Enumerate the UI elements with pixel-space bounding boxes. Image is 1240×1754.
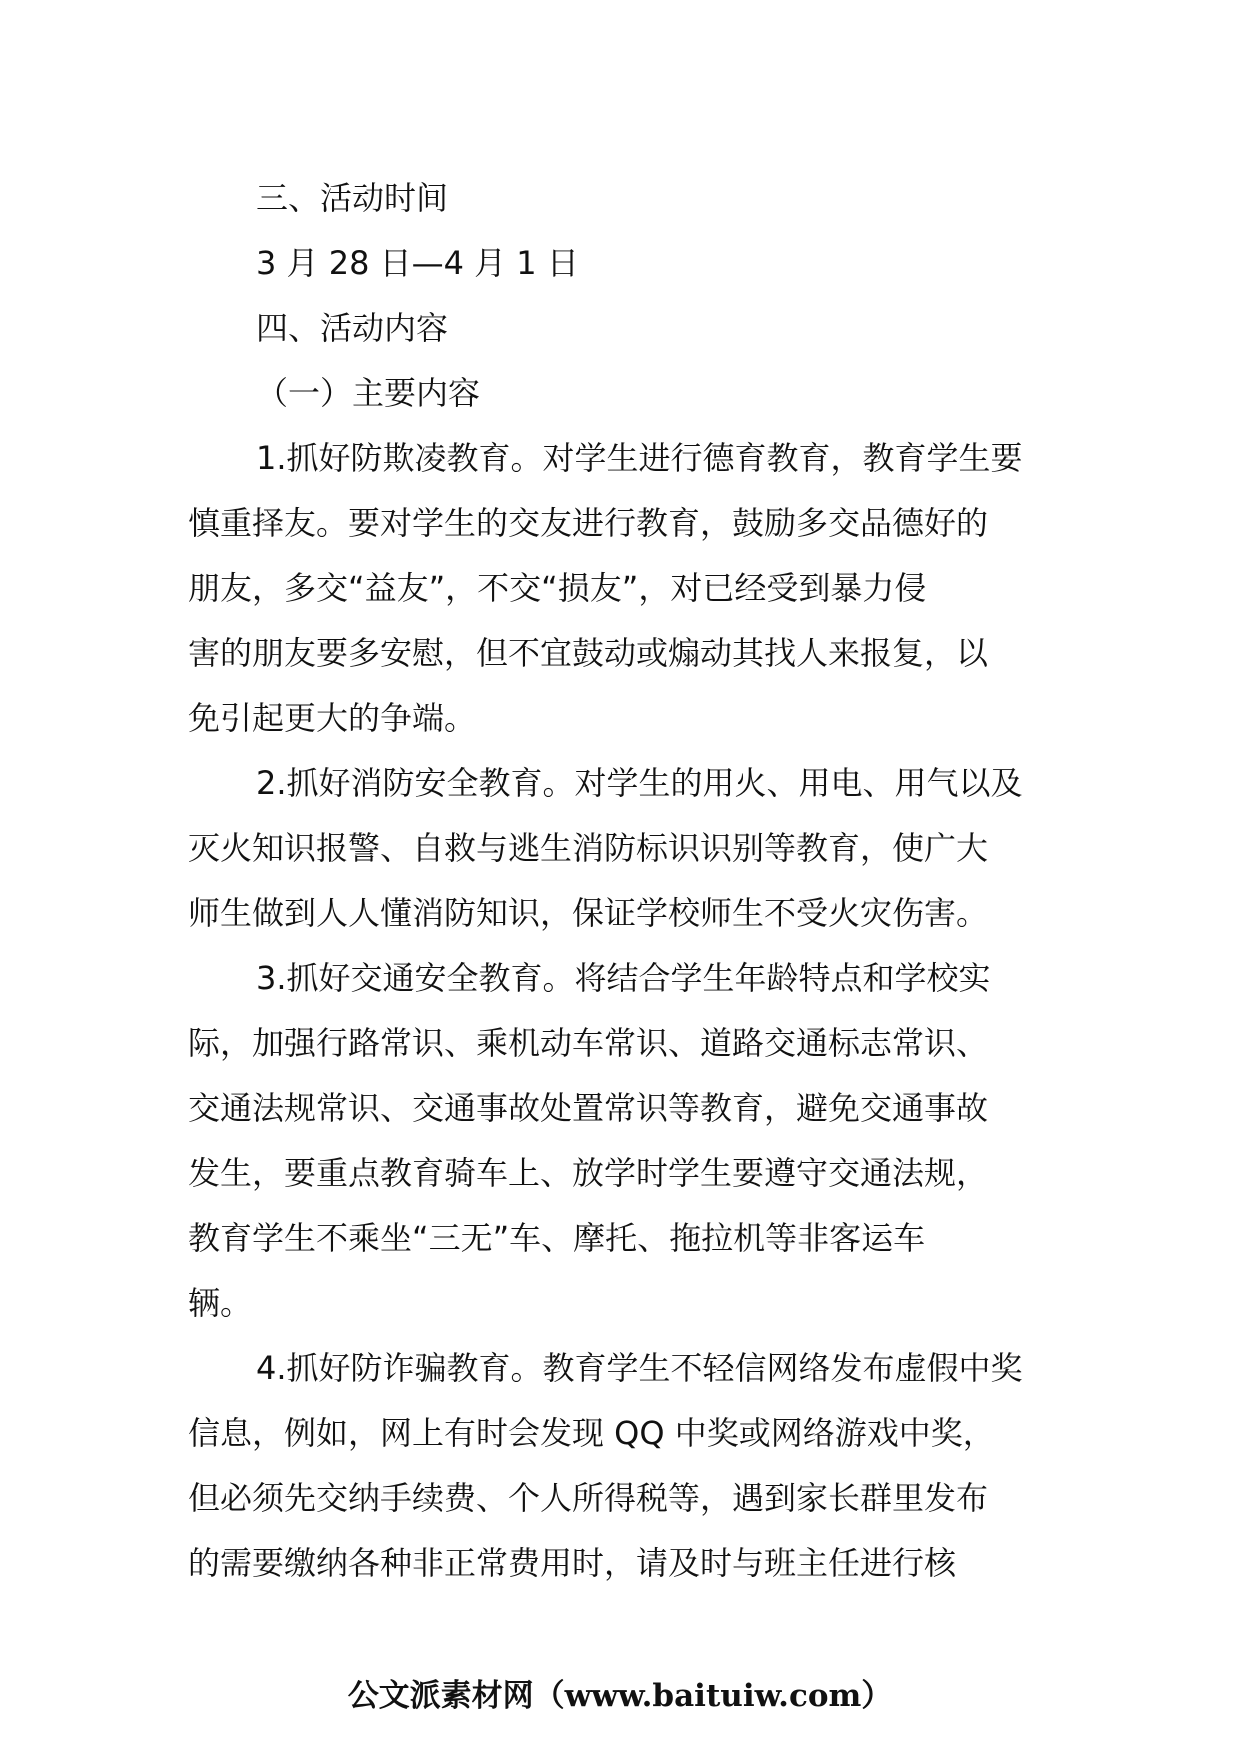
footer-watermark: 公文派素材网（www.baituiw.com） — [347, 1678, 893, 1714]
text-line: 教育学生不乘坐“三无”车、摩托、拖拉机等非客运车 — [188, 1219, 926, 1257]
text-line: 辆。 — [188, 1284, 253, 1322]
text-line: 信息，例如，网上有时会发现 QQ 中奖或网络游戏中奖， — [188, 1414, 995, 1452]
text-line: 的需要缴纳各种非正常费用时，请及时与班主任进行核 — [188, 1544, 957, 1582]
text-line: 慎重择友。要对学生的交友进行教育，鼓励多交品德好的 — [188, 504, 989, 542]
text-line: 师生做到人人懂消防知识，保证学校师生不受火灾伤害。 — [188, 894, 989, 932]
text-line: 害的朋友要多安慰，但不宜鼓动或煽动其找人来报复，以 — [188, 634, 989, 672]
text-line: 但必须先交纳手续费、个人所得税等，遇到家长群里发布 — [188, 1479, 989, 1517]
text-line: 3 月 28 日—4 月 1 日 — [256, 244, 579, 282]
text-line: 灭火知识报警、自救与逃生消防标识识别等教育，使广大 — [188, 829, 989, 867]
text-line: 免引起更大的争端。 — [188, 699, 477, 737]
text-line: 1.抓好防欺凌教育。对学生进行德育教育，教育学生要 — [256, 439, 1023, 477]
text-line: 4.抓好防诈骗教育。教育学生不轻信网络发布虚假中奖 — [256, 1349, 1023, 1387]
text-line: 际，加强行路常识、乘机动车常识、道路交通标志常识、 — [188, 1024, 989, 1062]
text-line: 2.抓好消防安全教育。对学生的用火、用电、用气以及 — [256, 764, 1023, 802]
document-body — [188, 166, 1060, 1596]
text-line: 发生，要重点教育骑车上、放学时学生要遵守交通法规， — [188, 1154, 989, 1192]
text-line: 四、活动内容 — [256, 309, 449, 347]
text-line: （一）主要内容 — [256, 374, 481, 412]
text-line: 三、活动时间 — [256, 179, 449, 217]
text-line: 朋友，多交“益友”，不交“损友”，对已经受到暴力侵 — [188, 569, 927, 607]
text-line: 交通法规常识、交通事故处置常识等教育，避免交通事故 — [188, 1089, 989, 1127]
text-line: 3.抓好交通安全教育。将结合学生年龄特点和学校实 — [256, 959, 991, 997]
